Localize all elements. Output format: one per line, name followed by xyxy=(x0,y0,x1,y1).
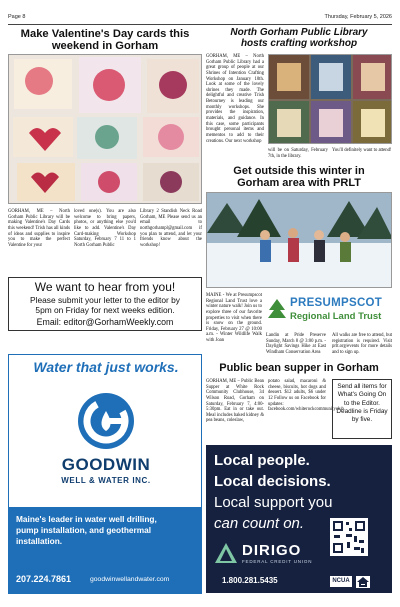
equal-housing-icon xyxy=(356,576,370,588)
crafting-title xyxy=(206,28,392,50)
supper-col1: GORHAM, ME – Public Bean Supper at White Rock Community Clubhouse, 34 Wilson Road, Gorham on Saturday, February 7, 4:00-5:30pm. Eat in or take out. Meal includes baked kidney & pea beans, coleslaw, xyxy=(206,379,264,424)
tree-icon xyxy=(266,298,288,320)
letters-line3: 5pm on Friday for next weeks edition. xyxy=(35,305,175,316)
letters-heading: We want to hear from you! xyxy=(34,280,176,294)
dirigo-phone: 1.800.281.5435 xyxy=(222,576,278,585)
supper-col2: potato salad, macaroni & cheese, biscuits, hot dogs and dessert. $12 adults, $6 under 12 Follow us on Facebook for updates: facebook.com/whiterockcommunityclub. xyxy=(268,379,346,413)
whats-going-on-box xyxy=(332,379,392,439)
goodwin-phone: 207.224.7861 xyxy=(16,574,72,584)
dirigo-ad xyxy=(206,445,392,593)
prlt-col1: MAINE - We at Presumpscot Regional Land Trust love a winter nature walk! Join us to explore three of our favorite properties to visit when there is snow on the ground. Friday, February 27 @ 10:00 a.m. - Winter Wildlife Walk with Joan xyxy=(206,293,262,344)
goodwin-tag-line1: Maine's leader in water well drilling, xyxy=(16,514,157,524)
goodwin-ad xyxy=(8,354,202,594)
page-number: Page 8 xyxy=(8,14,26,20)
dirigo-line4: can count on. xyxy=(214,515,305,532)
goodwin-tag-line3: installation. xyxy=(16,535,63,546)
valentine-cards-photo xyxy=(8,54,202,204)
dirigo-brand: DIRIGO xyxy=(242,542,302,559)
supper-title: Public bean supper in Gorham xyxy=(219,362,379,374)
qr-code-icon xyxy=(330,518,368,556)
prlt-logo-word1: PRESUMPSCOT xyxy=(290,297,383,309)
valentine-title-line2: weekend in Gorham xyxy=(51,40,159,53)
whats-going-on-text: Send all items for What's Going On to the Editor. Deadline is Friday by five. xyxy=(336,383,388,424)
crafting-col3: You'll definitely want to attend! xyxy=(332,148,392,153)
crafting-title-line2: hosts crafting workshop xyxy=(240,37,358,49)
letters-email: Email: editor@GorhamWeekly.com xyxy=(36,316,174,327)
header-rule xyxy=(8,24,392,25)
winter-walk-photo xyxy=(206,192,392,288)
valentine-col1: GORHAM, ME – North Gorham Public Library will be making Valentine's Day Cards this weekend! Trish has all kinds of ideas and supplies to inspire you to make the perfect Valentine for your xyxy=(8,209,70,248)
shrines-photo-grid xyxy=(268,54,392,144)
prlt-col2: Landin at Pride Preserve Sunday, March 8 @ 3:00 p.m. - Daylight Savings Hike at East Windham Conservation Area xyxy=(266,333,326,355)
dirigo-line2: Local decisions. xyxy=(214,473,331,490)
ncua-badge: NCUA xyxy=(330,576,352,587)
dirigo-line3: Local support you xyxy=(214,494,333,511)
crafting-col1: GORHAM, ME – North Gorham Public Library had a great group of people at our Shrines of Intention Crafting Workshop on January 10th. Look at some of the lovely shrines they made. The delightful and creative Trish Betourney is leading our monthly workshops. She provides the inspiration, materials, and guidance. In this case, some participants brought personal items and mementos to add to their creations. Our next workshop xyxy=(206,54,264,144)
crafting-col2: will be on Saturday, February 7th, in the library. xyxy=(268,148,328,159)
valentine-col3: Library 2 Standish Neck Road Gorham, ME Please send us an email to northgorhampl@gmail.com if you plan to attend, and let your friends know about the workshop! xyxy=(140,209,202,248)
dirigo-line1: Local people. xyxy=(214,452,310,469)
valentine-cards-illustration xyxy=(9,55,202,204)
dirigo-brand-sub: FEDERAL CREDIT UNION xyxy=(242,559,313,564)
goodwin-top-panel xyxy=(8,354,202,508)
crafting-title-line1: North Gorham Public Library xyxy=(230,27,368,38)
goodwin-logo-icon xyxy=(76,391,136,451)
shrines-illustration xyxy=(269,55,392,144)
valentine-title xyxy=(8,28,202,52)
letters-box xyxy=(8,277,202,331)
issue-date: Thursday, February 5, 2026 xyxy=(324,14,392,20)
goodwin-tag-line2: pump installation, and geothermal xyxy=(16,524,152,535)
valentine-col2: loved one(s). You are also welcome to bring papers, photos, or anything else you'd like to add. Valentine's Day Card-making Workshop Saturday, February 7 11 to 1 North Gorham Public xyxy=(74,209,136,248)
goodwin-brand: GOODWIN xyxy=(61,455,151,474)
winter-walk-illustration xyxy=(207,193,392,288)
goodwin-website: goodwinwellandwater.com xyxy=(90,576,170,583)
goodwin-tagline xyxy=(16,514,196,546)
prlt-col3: All walks are free to attend, but registration is required. Visit prlt.org/events for more details and to sign up. xyxy=(332,333,392,355)
letters-line2: Please submit your letter to the editor by xyxy=(30,294,180,305)
goodwin-headline: Water that just works. xyxy=(33,359,179,375)
prlt-title xyxy=(206,166,392,190)
valentine-title-line1: Make Valentine's Day cards this xyxy=(20,28,190,40)
dirigo-logo-icon xyxy=(214,542,238,564)
prlt-logo-word2: Regional Land Trust xyxy=(290,311,382,322)
prlt-logo xyxy=(266,294,392,330)
prlt-title-line1: Get outside this winter in xyxy=(233,165,365,177)
goodwin-sub: WELL & WATER INC. xyxy=(61,476,151,485)
prlt-title-line2: Gorham area with PRLT xyxy=(237,176,361,189)
